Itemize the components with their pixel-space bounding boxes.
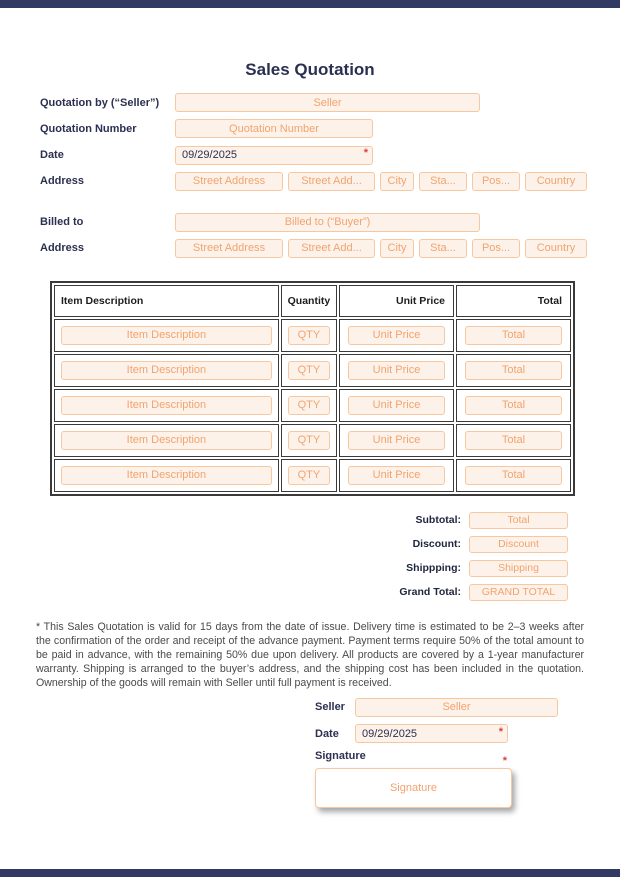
grand-total-label: Grand Total: <box>399 586 461 598</box>
quotation-number-input[interactable] <box>175 119 373 138</box>
required-asterisk: * <box>363 147 368 159</box>
footer-date-input[interactable] <box>355 724 508 743</box>
item-qty-input[interactable] <box>288 431 330 450</box>
item-total-input[interactable] <box>465 466 562 485</box>
country-input[interactable] <box>525 172 587 191</box>
item-total-input[interactable] <box>465 326 562 345</box>
item-unit-price-input[interactable] <box>348 326 445 345</box>
items-table <box>50 281 575 496</box>
table-row <box>54 319 571 352</box>
seller-address-fields <box>175 172 587 191</box>
signature-required-asterisk: * <box>502 755 507 768</box>
footer-date-row <box>315 724 620 744</box>
billed-to-row <box>40 213 620 232</box>
footer-seller-input[interactable] <box>355 698 558 717</box>
postal-input[interactable] <box>472 172 520 191</box>
table-row <box>54 389 571 422</box>
discount-row <box>413 536 568 553</box>
state-input[interactable] <box>419 172 467 191</box>
discount-label: Discount: <box>412 538 461 550</box>
table-row <box>54 354 571 387</box>
billing-address-label: Address <box>40 242 85 254</box>
street-address-input[interactable] <box>175 172 283 191</box>
quotation-by-row <box>40 93 620 112</box>
shipping-input[interactable] <box>469 560 568 577</box>
subtotal-label: Subtotal: <box>415 514 461 526</box>
footer-date-label: Date <box>315 727 339 740</box>
seller-address-row <box>40 172 620 191</box>
item-qty-input[interactable] <box>288 396 330 415</box>
bottom-accent-bar <box>0 869 620 877</box>
billed-to-input[interactable] <box>175 213 480 232</box>
col-header-total: Total <box>456 285 571 317</box>
item-description-input[interactable] <box>61 466 272 485</box>
quotation-by-label: Quotation by (“Seller”) <box>40 96 160 109</box>
item-unit-price-input[interactable] <box>348 431 445 450</box>
quotation-number-label: Quotation Number <box>40 122 137 135</box>
top-accent-bar <box>0 0 620 8</box>
billing-country-input[interactable] <box>525 239 587 258</box>
footer-seller-label: Seller <box>315 701 345 714</box>
footer-block <box>0 698 620 809</box>
subtotal-row <box>416 512 569 529</box>
item-description-input[interactable] <box>61 361 272 380</box>
page-title: Sales Quotation <box>245 60 375 79</box>
date-label: Date <box>40 148 64 161</box>
grand-total-row <box>399 584 568 601</box>
item-description-input[interactable] <box>61 326 272 345</box>
discount-input[interactable] <box>469 536 568 553</box>
item-total-input[interactable] <box>465 431 562 450</box>
table-header-row <box>54 285 571 317</box>
item-total-input[interactable] <box>465 396 562 415</box>
table-row <box>54 459 571 492</box>
seller-input[interactable] <box>175 93 480 112</box>
footer-required-asterisk: * <box>498 725 503 738</box>
billing-street-address-input[interactable] <box>175 239 283 258</box>
billing-address-row <box>40 239 620 258</box>
item-qty-input[interactable] <box>288 466 330 485</box>
date-input[interactable] <box>175 146 373 165</box>
totals-section <box>0 512 568 608</box>
item-description-input[interactable] <box>61 396 272 415</box>
footer-seller-row <box>315 698 620 717</box>
date-row <box>40 145 620 165</box>
item-unit-price-input[interactable] <box>348 396 445 415</box>
col-header-item-description: Item Description <box>54 285 279 317</box>
item-qty-input[interactable] <box>288 361 330 380</box>
shipping-label: Shippping: <box>406 562 461 574</box>
billing-state-input[interactable] <box>419 239 467 258</box>
col-header-quantity: Quantity <box>281 285 337 317</box>
city-input[interactable] <box>380 172 414 191</box>
quotation-number-row <box>40 119 620 138</box>
item-qty-input[interactable] <box>288 326 330 345</box>
street-address2-input[interactable] <box>288 172 375 191</box>
billing-city-input[interactable] <box>380 239 414 258</box>
table-row <box>54 424 571 457</box>
subtotal-input[interactable] <box>469 512 568 529</box>
signature-placeholder: Signature <box>389 782 438 795</box>
item-unit-price-input[interactable] <box>348 466 445 485</box>
terms-text: * This Sales Quotation is valid for 15 days from the date of issue. Delivery time is estimated to be 2–3 weeks after the confirmation of the order and receipt of the advance payment. Payment terms require 50% of the total amount to be paid in advance, with the remaining 50% due upon delivery. All products are covered by a 1-year manufacturer warranty. Shipping is arranged to the buyer’s address, and the shipping cost has been included in the quotation. Ownership of the goods will remain with Seller until full payment is received. <box>36 620 584 689</box>
address-label: Address <box>40 175 85 187</box>
billing-address-fields <box>175 239 587 258</box>
shipping-row <box>406 560 568 577</box>
billing-postal-input[interactable] <box>472 239 520 258</box>
signature-input[interactable] <box>315 755 512 808</box>
billing-street-address2-input[interactable] <box>288 239 375 258</box>
item-unit-price-input[interactable] <box>348 361 445 380</box>
signature-label: Signature <box>315 750 366 763</box>
billed-to-label: Billed to <box>40 216 84 228</box>
grand-total-input[interactable] <box>469 584 568 601</box>
item-description-input[interactable] <box>61 431 272 450</box>
col-header-unit-price: Unit Price <box>339 285 454 317</box>
item-total-input[interactable] <box>465 361 562 380</box>
